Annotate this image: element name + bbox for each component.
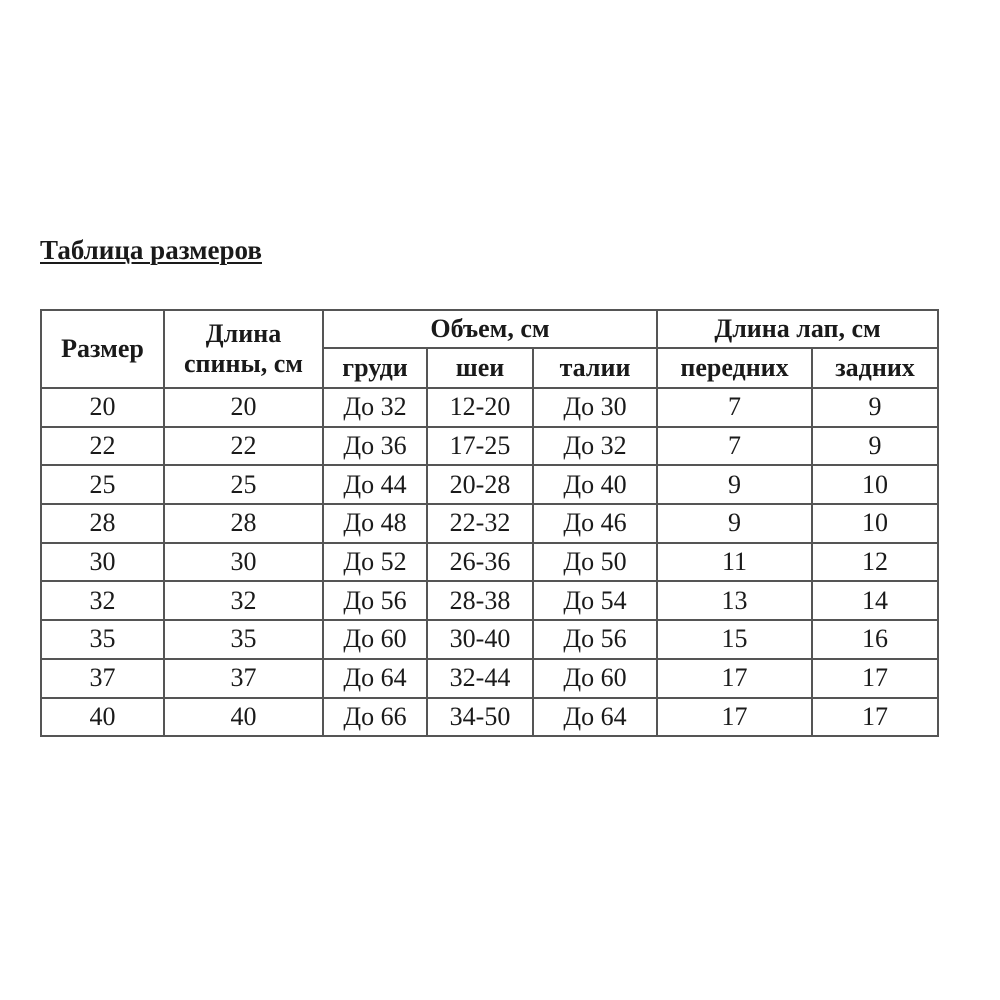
size-table	[40, 309, 939, 737]
cell-size: 28	[41, 504, 164, 543]
cell-front-paws: 7	[657, 388, 812, 427]
cell-neck: 30-40	[427, 620, 533, 659]
cell-front-paws: 7	[657, 427, 812, 466]
header-back-length-line2: спины, см	[183, 349, 304, 378]
table-row	[41, 659, 938, 698]
header-chest: груди	[323, 348, 427, 388]
cell-back-length: 20	[164, 388, 323, 427]
cell-chest: До 32	[323, 388, 427, 427]
cell-neck: 20-28	[427, 465, 533, 504]
cell-back-paws: 16	[812, 620, 938, 659]
cell-front-paws: 17	[657, 698, 812, 737]
cell-back-length: 37	[164, 659, 323, 698]
cell-back-paws: 10	[812, 504, 938, 543]
cell-back-paws: 17	[812, 698, 938, 737]
cell-size: 37	[41, 659, 164, 698]
cell-chest: До 64	[323, 659, 427, 698]
page-title: Таблица размеров	[40, 235, 262, 265]
cell-chest: До 60	[323, 620, 427, 659]
cell-chest: До 44	[323, 465, 427, 504]
table-row	[41, 543, 938, 582]
cell-back-length: 32	[164, 581, 323, 620]
cell-back-paws: 14	[812, 581, 938, 620]
cell-back-length: 28	[164, 504, 323, 543]
table-row	[41, 581, 938, 620]
cell-waist: До 54	[533, 581, 657, 620]
header-paw-group: Длина лап, см	[657, 310, 938, 348]
table-row	[41, 698, 938, 737]
cell-size: 40	[41, 698, 164, 737]
header-back-length	[164, 310, 323, 388]
cell-back-length: 35	[164, 620, 323, 659]
header-size: Размер	[41, 310, 164, 388]
header-row-top	[41, 310, 938, 348]
cell-back-paws: 17	[812, 659, 938, 698]
cell-waist: До 32	[533, 427, 657, 466]
cell-neck: 26-36	[427, 543, 533, 582]
cell-neck: 12-20	[427, 388, 533, 427]
cell-back-length: 22	[164, 427, 323, 466]
cell-chest: До 56	[323, 581, 427, 620]
cell-waist: До 30	[533, 388, 657, 427]
table-row	[41, 504, 938, 543]
header-back-length-line1: Длина	[205, 319, 282, 348]
table-row	[41, 465, 938, 504]
header-volume-group: Объем, см	[323, 310, 657, 348]
size-table-body	[41, 388, 938, 736]
cell-front-paws: 15	[657, 620, 812, 659]
cell-front-paws: 17	[657, 659, 812, 698]
header-back-paws: задних	[812, 348, 938, 388]
cell-neck: 28-38	[427, 581, 533, 620]
cell-back-paws: 9	[812, 388, 938, 427]
cell-back-paws: 10	[812, 465, 938, 504]
cell-size: 25	[41, 465, 164, 504]
cell-waist: До 40	[533, 465, 657, 504]
cell-back-length: 30	[164, 543, 323, 582]
cell-neck: 17-25	[427, 427, 533, 466]
cell-neck: 32-44	[427, 659, 533, 698]
cell-chest: До 66	[323, 698, 427, 737]
cell-waist: До 46	[533, 504, 657, 543]
cell-front-paws: 9	[657, 465, 812, 504]
cell-chest: До 36	[323, 427, 427, 466]
header-waist: талии	[533, 348, 657, 388]
cell-size: 32	[41, 581, 164, 620]
cell-size: 35	[41, 620, 164, 659]
cell-front-paws: 13	[657, 581, 812, 620]
cell-front-paws: 9	[657, 504, 812, 543]
cell-waist: До 60	[533, 659, 657, 698]
cell-waist: До 56	[533, 620, 657, 659]
table-row	[41, 427, 938, 466]
cell-size: 20	[41, 388, 164, 427]
cell-neck: 22-32	[427, 504, 533, 543]
cell-waist: До 64	[533, 698, 657, 737]
cell-size: 30	[41, 543, 164, 582]
size-table-header	[41, 310, 938, 388]
cell-back-length: 40	[164, 698, 323, 737]
table-row	[41, 388, 938, 427]
cell-chest: До 52	[323, 543, 427, 582]
cell-neck: 34-50	[427, 698, 533, 737]
cell-back-length: 25	[164, 465, 323, 504]
table-row	[41, 620, 938, 659]
cell-back-paws: 12	[812, 543, 938, 582]
cell-back-paws: 9	[812, 427, 938, 466]
cell-size: 22	[41, 427, 164, 466]
cell-waist: До 50	[533, 543, 657, 582]
cell-chest: До 48	[323, 504, 427, 543]
header-neck: шеи	[427, 348, 533, 388]
cell-front-paws: 11	[657, 543, 812, 582]
header-front-paws: передних	[657, 348, 812, 388]
